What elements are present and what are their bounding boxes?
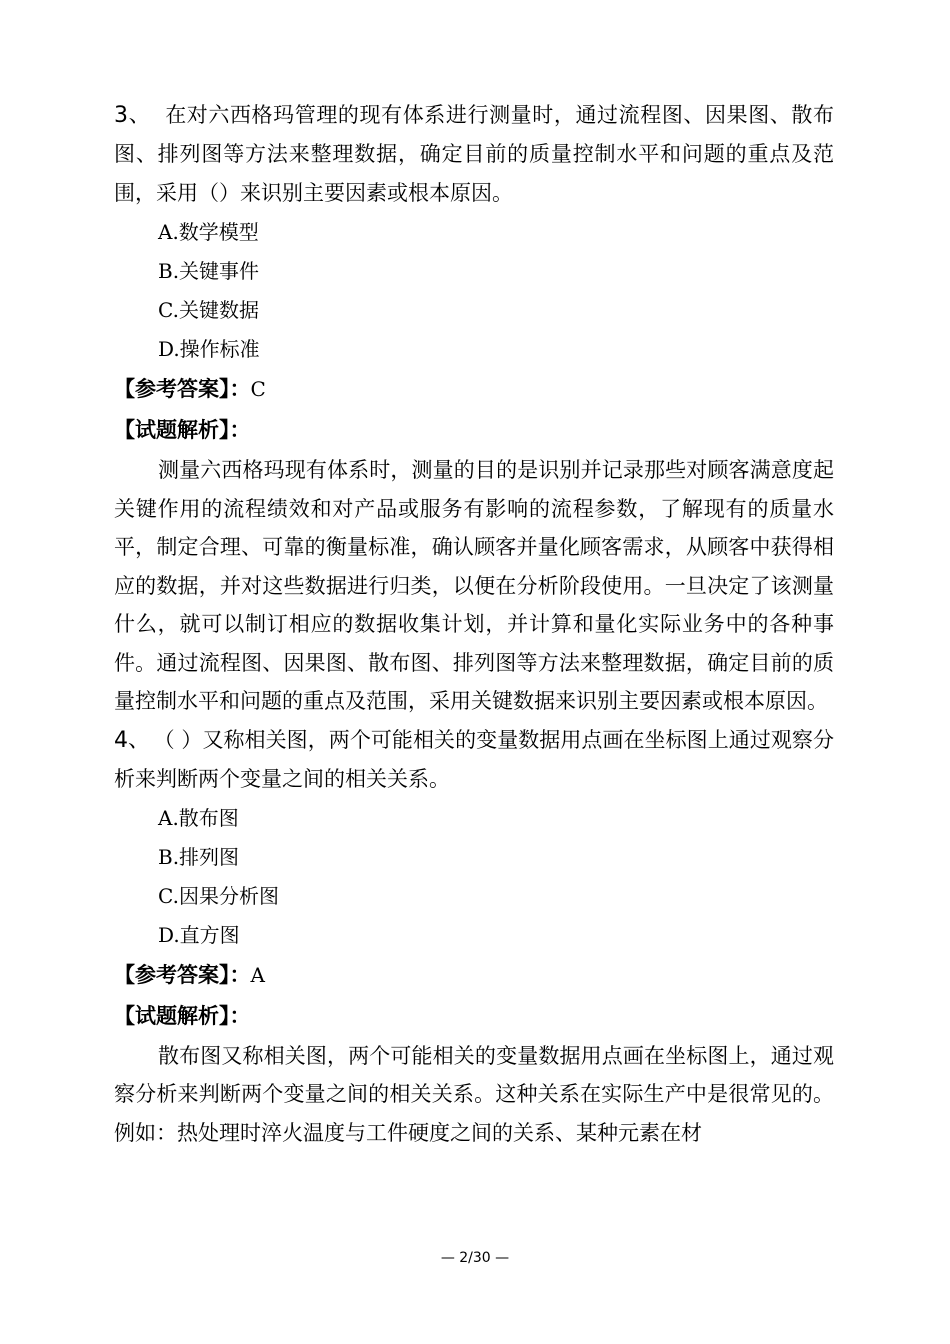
question-text: 在对六西格玛管理的现有体系进行测量时，通过流程图、因果图、散布图、排列图等方法来整理数据，确定目前的质量控制水平和问题的重点及范围，采用（）来识别主要因素或根本原因。	[114, 103, 834, 205]
analysis-label: 【试题解析】：	[114, 1003, 251, 1028]
answer-line	[114, 369, 834, 410]
question-number: 3、	[114, 103, 152, 128]
option-c: C.因果分析图	[158, 883, 279, 908]
option-c: C.关键数据	[158, 298, 259, 322]
question-stem	[114, 96, 834, 213]
option-d: D.直方图	[158, 922, 240, 947]
answer-value: A	[250, 962, 265, 987]
option-d: D.操作标准	[158, 337, 260, 361]
page-number-footer: — 2/30 —	[440, 1250, 510, 1266]
page-content	[114, 96, 834, 1152]
analysis-text: 测量六西格玛现有体系时，测量的目的是识别并记录那些对顾客满意度起关键作用的流程绩效和对产品或服务有影响的流程参数，了解现有的质量水平，制定合理、可靠的衡量标准，确认顾客并量化顾客需求，从顾客中获得相应的数据，并对这些数据进行归类，以便在分析阶段使用。一旦决定了该测量什么，就可以制订相应的数据收集计划，并计算和量化实际业务中的各种事件。通过流程图、因果图、散布图、排列图等方法来整理数据，确定目前的质量控制水平和问题的重点及范围，采用关键数据来识别主要因素或根本原因。	[114, 458, 834, 713]
option-a: A.数学模型	[158, 220, 259, 244]
option-b: B.关键事件	[158, 259, 260, 283]
question-number: 4、	[114, 727, 151, 753]
option-a: A.散布图	[158, 805, 239, 830]
analysis-label: 【试题解析】：	[114, 418, 251, 442]
question-4	[114, 721, 834, 1153]
answer-label: 【参考答案】：	[114, 377, 251, 401]
analysis-text: 散布图又称相关图，两个可能相关的变量数据用点画在坐标图上，通过观察分析来判断两个变量之间的相关关系。这种关系在实际生产中是很常见的。例如：热处理时淬火温度与工件硬度之间的关系、某种元素在材	[114, 1043, 834, 1145]
answer-label: 【参考答案】：	[114, 962, 251, 987]
answer-value: C	[250, 377, 266, 401]
option-b: B.排列图	[158, 844, 240, 869]
question-stem	[114, 721, 834, 799]
answer-line	[114, 955, 834, 996]
question-text: （ ）又称相关图，两个可能相关的变量数据用点画在坐标图上通过观察分析来判断两个变量之间的相关关系。	[114, 727, 834, 791]
question-3	[114, 96, 834, 721]
